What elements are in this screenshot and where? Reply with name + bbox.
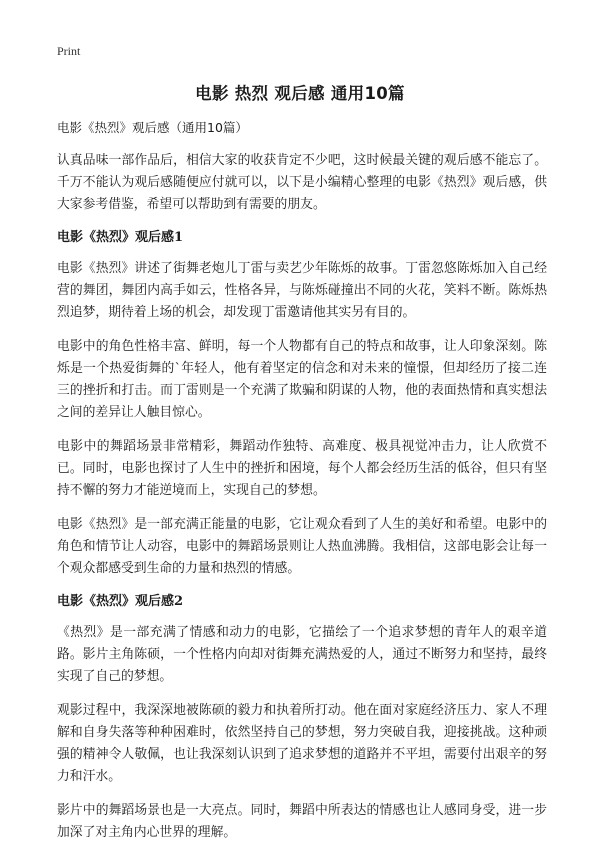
section-heading: 电影《热烈》观后感1 xyxy=(57,230,184,245)
section-paragraph: 《热烈》是一部充满了情感和动力的电影，它描绘了一个追求梦想的青年人的艰辛道路。影片主角陈硕，一个性格内向却对街舞充满热爱的人，通过不断努力和坚持，最终实现了自己的梦想。 xyxy=(57,625,547,684)
section-paragraph: 电影《热烈》讲述了街舞老炮儿丁雷与卖艺少年陈烁的故事。丁雷忽悠陈烁加入自己经营的舞团，舞团内高手如云，性格各异，与陈烁碰撞出不同的火花，笑料不断。陈烁热烈追梦，期待着上场的机会，却发现丁雷邀请他其实另有目的。 xyxy=(57,261,547,320)
section-1 xyxy=(57,228,547,580)
section-heading: 电影《热烈》观后感2 xyxy=(57,594,184,609)
document-body xyxy=(57,118,547,856)
section-paragraph: 电影中的舞蹈场景非常精彩，舞蹈动作独特、高难度、极具视觉冲击力，让人欣赏不已。同时，电影也探讨了人生中的挫折和困境，每个人都会经历生活的低谷，但只有坚持不懈的努力才能逆境而上，实现自己的梦想。 xyxy=(57,439,547,498)
intro-paragraph: 认真品味一部作品后，相信大家的收获肯定不少吧，这时候最关键的观后感不能忘了。千万不能认为观后感随便应付就可以，以下是小编精心整理的电影《热烈》观后感，供大家参考借鉴，希望可以帮助到有需要的朋友。 xyxy=(57,153,547,212)
section-paragraph: 电影中的角色性格丰富、鲜明，每一个人物都有自己的特点和故事，让人印象深刻。陈烁是一个热爱街舞的`年轻人，他有着坚定的信念和对未来的憧憬，但却经历了接二连三的挫折和打击。而丁雷则是一个充满了欺骗和阴谋的人物，他的表面热情和真实想法之间的差异让人触目惊心。 xyxy=(57,339,547,420)
document-subtitle: 电影《热烈》观后感（通用10篇） xyxy=(57,120,248,135)
section-paragraph: 电影《热烈》是一部充满正能量的电影，它让观众看到了人生的美好和希望。电影中的角色和情节让人动容，电影中的舞蹈场景则让人热血沸腾。我相信，这部电影会让每一个观众都感受到生命的力量和热烈的情感。 xyxy=(57,517,547,576)
section-paragraph: 观影过程中，我深深地被陈硕的毅力和执着所打动。他在面对家庭经济压力、家人不理解和自身失落等种种困难时，依然坚持自己的梦想，努力突破自我，迎接挑战。这种顽强的精神令人敬佩，也让我深刻认识到了追求梦想的道路并不平坦，需要付出艰辛的努力和汗水。 xyxy=(57,703,547,784)
document-title: 电影 热烈 观后感 通用10篇 xyxy=(195,84,405,103)
print-label: Print xyxy=(57,44,81,58)
section-paragraph: 影片中的舞蹈场景也是一大亮点。同时，舞蹈中所表达的情感也让人感同身受，进一步加深了对主角内心世界的理解。 xyxy=(57,803,547,840)
section-2 xyxy=(57,592,547,844)
